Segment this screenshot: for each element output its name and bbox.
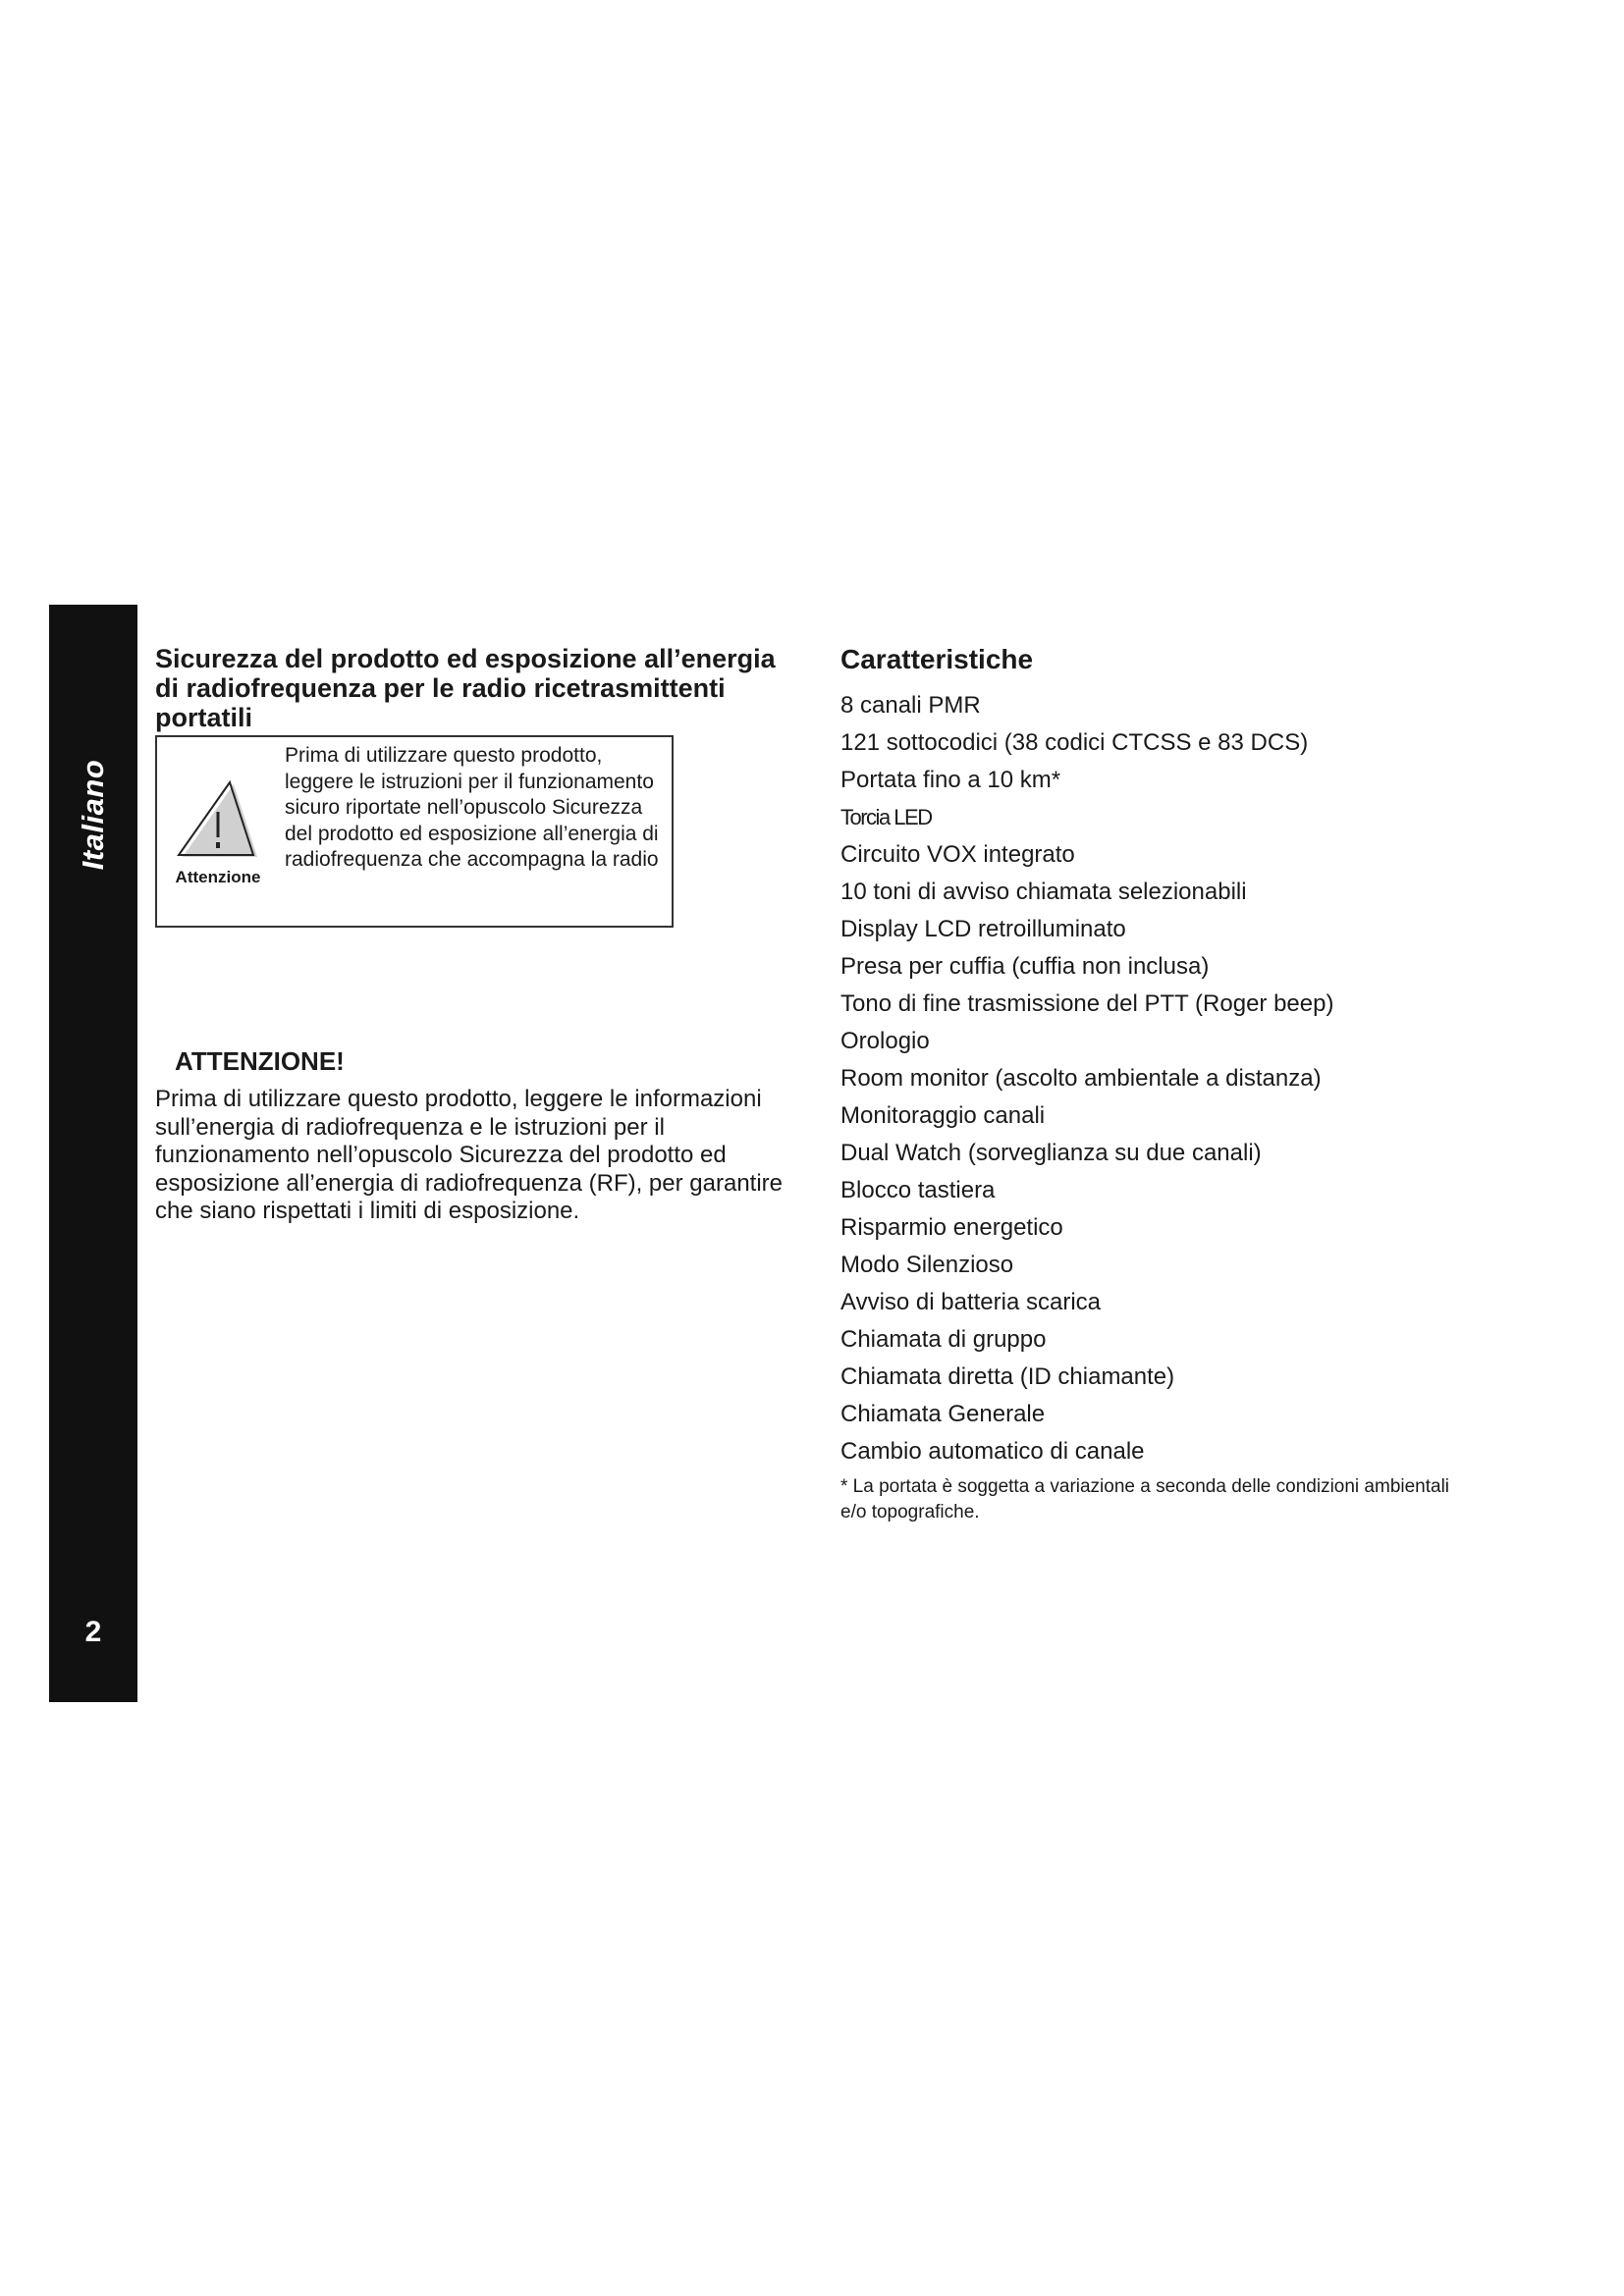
features-section [840,642,1528,1525]
features-list [840,687,1528,1470]
feature-item: Risparmio energetico [840,1214,1063,1241]
feature-item: Tono di fine trasmissione del PTT (Roger beep) [840,990,1334,1017]
safety-title: Sicurezza del prodotto ed esposizione all’energia di radiofrequenza per le radio ricetrasmittenti portatili [155,644,776,732]
side-language-label: Italiano [76,759,110,871]
feature-item: Chiamata diretta (ID chiamante) [840,1363,1175,1390]
safety-section [155,644,803,732]
feature-item: Dual Watch (sorveglianza su due canali) [840,1140,1262,1166]
feature-item: Orologio [840,1028,930,1054]
features-title: Caratteristiche [840,644,1034,674]
feature-item: Display LCD retroilluminato [840,916,1126,942]
feature-item: Torcia LED [840,805,932,829]
feature-item: 8 canali PMR [840,692,981,719]
features-footnote: * La portata è soggetta a variazione a seconda delle condizioni ambientali e/o topografiche. [840,1476,1450,1522]
side-language-label-wrap [49,736,137,893]
feature-item: Chiamata di gruppo [840,1326,1047,1353]
warning-box [155,735,674,928]
feature-item: Blocco tastiera [840,1177,996,1203]
feature-item: Circuito VOX integrato [840,841,1075,868]
feature-item: Room monitor (ascolto ambientale a distanza) [840,1065,1322,1092]
feature-item: 121 sottocodici (38 codici CTCSS e 83 DCS) [840,729,1309,756]
feature-item: Presa per cuffia (cuffia non inclusa) [840,953,1210,980]
feature-item: Portata fino a 10 km* [840,767,1061,793]
feature-item: Avviso di batteria scarica [840,1289,1102,1315]
feature-item: Chiamata Generale [840,1401,1046,1427]
attention-body: Prima di utilizzare questo prodotto, leggere le informazioni sull’energia di radiofrequenza e le istruzioni per il funzionamento nell’opuscolo Sicurezza del prodotto ed esposizione all’energia di radiofrequenza (RF), per garantire che siano rispettati i limiti di esposizione. [155,1086,784,1224]
page-number: 2 [84,1616,102,1648]
warning-label: Attenzione [175,868,261,886]
feature-item: Cambio automatico di canale [840,1438,1145,1465]
warning-text: Prima di utilizzare questo prodotto, leggere le istruzioni per il funzionamento sicuro riportate nell’opuscolo Sicurezza del prodotto ed esposizione all’energia di radiofrequenza che accompagna la radio [285,744,659,871]
feature-item: Modo Silenzioso [840,1252,1014,1278]
feature-item: Monitoraggio canali [840,1102,1046,1129]
feature-item: 10 toni di avviso chiamata selezionabili [840,879,1247,905]
attention-title: ATTENZIONE! [175,1046,345,1076]
warning-triangle-icon [175,780,261,861]
